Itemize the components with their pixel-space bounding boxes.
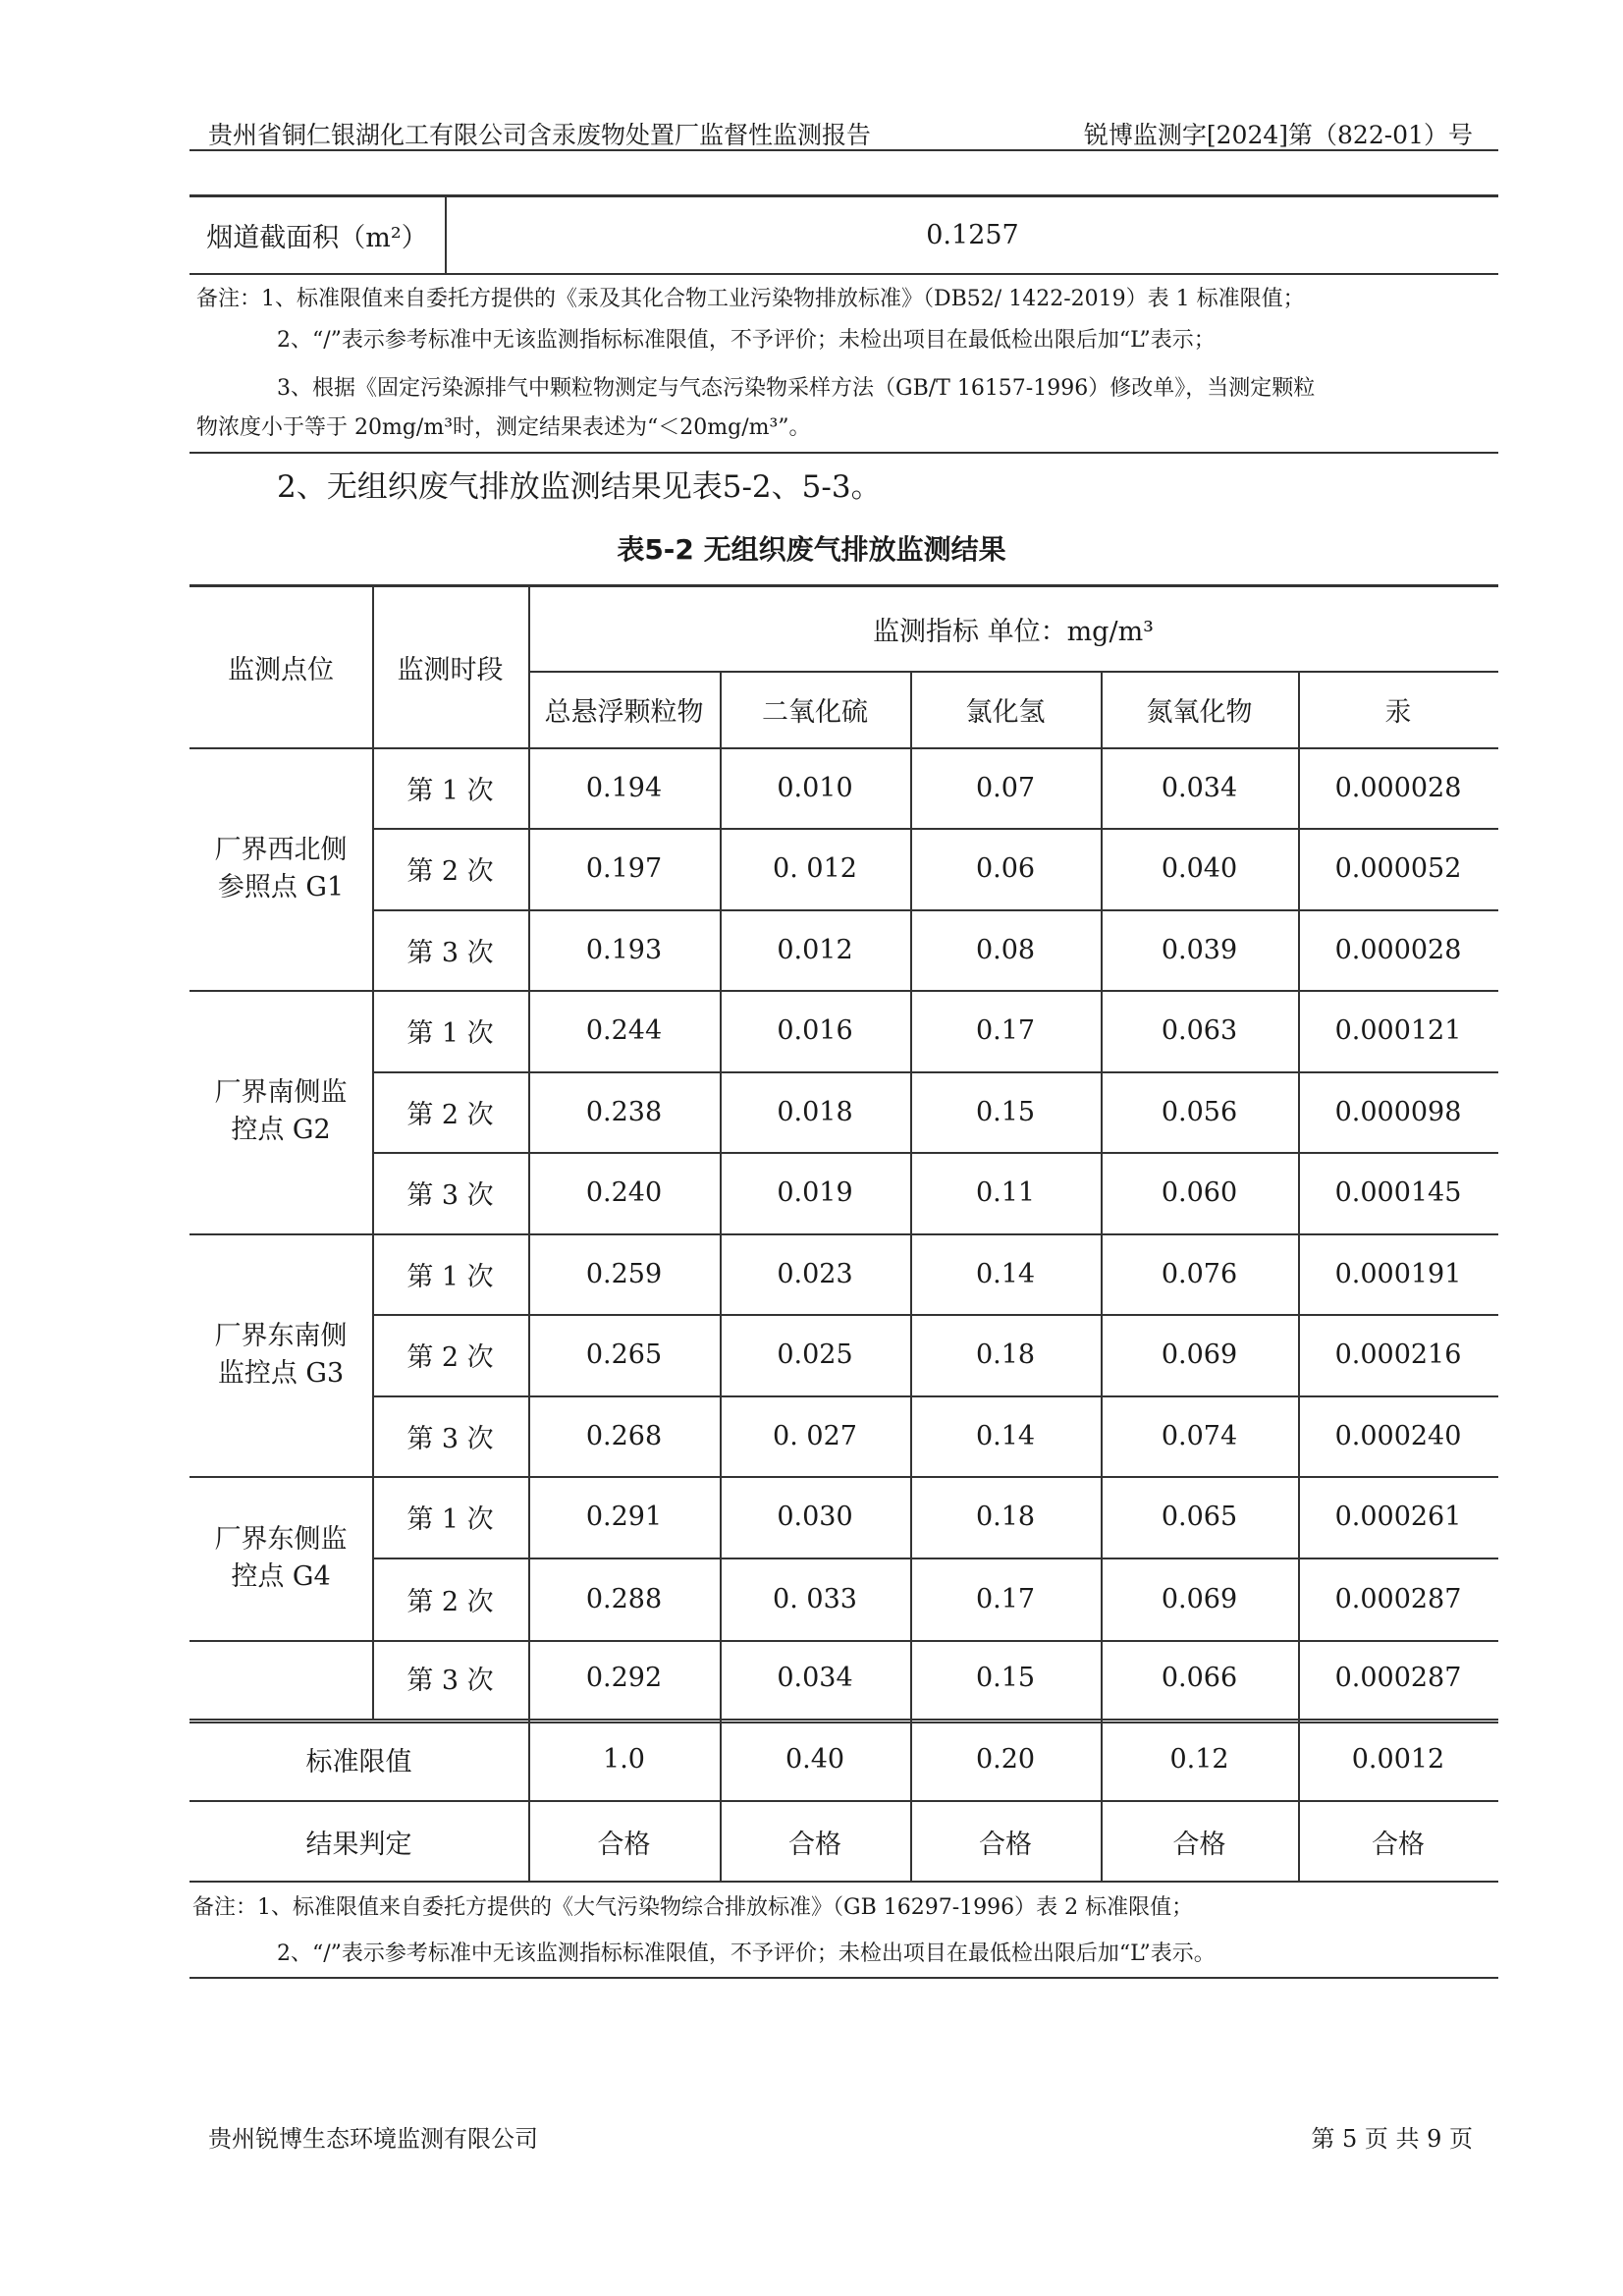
period-cell: 第 1 次 xyxy=(406,1018,494,1049)
value-cell: 0.025 xyxy=(777,1339,853,1370)
limit-label: 标准限值 xyxy=(305,1747,412,1777)
value-cell: 0.000028 xyxy=(1334,934,1462,965)
point-g1 xyxy=(189,747,372,990)
header-point: 监测点位 xyxy=(228,655,334,685)
value-cell: 0.018 xyxy=(777,1096,853,1127)
point-g3-line2: 监控点 G3 xyxy=(217,1357,345,1389)
note-top-2: 2、“/”表示参考标准中无该监测指标标准限值，不予评价；未检出项目在最低检出限后加“L”表示； xyxy=(277,328,1216,353)
point-g4-line2: 控点 G4 xyxy=(231,1560,331,1592)
point-g3 xyxy=(189,1233,372,1476)
unorganized-emission-table xyxy=(189,584,1498,1723)
header-rule xyxy=(189,149,1498,151)
point-g1-line1: 厂界西北侧 xyxy=(214,834,348,865)
value-cell: 0.000121 xyxy=(1334,1015,1462,1046)
value-cell: 0.288 xyxy=(585,1583,663,1614)
value-cell: 0.000028 xyxy=(1334,772,1462,803)
value-cell: 0.000287 xyxy=(1334,1583,1462,1614)
value-cell: 0.063 xyxy=(1161,1015,1238,1046)
table-caption: 表5-2 无组织废气排放监测结果 xyxy=(617,533,1006,566)
value-cell: 0.000191 xyxy=(1334,1258,1462,1289)
note-bottom-1: 备注：1、标准限值来自委托方提供的《大气污染物综合排放标准》（GB 16297-1996）表 2 标准限值； xyxy=(192,1895,1194,1920)
value-cell: 0.18 xyxy=(975,1502,1036,1532)
indicator-nox: 氮氧化物 xyxy=(1146,696,1253,728)
footer-company: 贵州锐博生态环境监测有限公司 xyxy=(208,2125,538,2153)
flue-area-table xyxy=(189,194,1498,275)
limit-cell: 0.0012 xyxy=(1351,1744,1445,1775)
value-cell: 0.034 xyxy=(777,1663,853,1693)
value-cell: 0.016 xyxy=(777,1015,853,1046)
point-g2-line2: 控点 G2 xyxy=(231,1115,331,1145)
period-cell: 第 1 次 xyxy=(406,1504,494,1535)
header-indicators-unit xyxy=(528,587,1498,671)
value-cell: 0.065 xyxy=(1161,1502,1238,1532)
value-cell: 0.268 xyxy=(585,1420,663,1451)
report-header-title: 贵州省铜仁银湖化工有限公司含汞废物处置厂监督性监测报告 xyxy=(208,121,872,149)
indicator-hg: 汞 xyxy=(1384,696,1412,728)
value-cell: 0.010 xyxy=(777,772,853,803)
note-top-3: 3、根据《固定污染源排气中颗粒物测定与气态污染物采样方法（GB/T 16157-1996）修改单》，当测定颗粒 xyxy=(277,376,1316,401)
value-cell: 0.08 xyxy=(975,934,1036,965)
result-cell: 合格 xyxy=(1372,1829,1425,1860)
value-cell: 0.023 xyxy=(777,1258,853,1289)
page-number: 第 5 页 共 9 页 xyxy=(1311,2125,1473,2153)
period-cell: 第 2 次 xyxy=(406,1099,494,1130)
value-cell: 0.040 xyxy=(1161,853,1238,884)
result-cell: 合格 xyxy=(788,1829,841,1860)
value-cell: 0.244 xyxy=(585,1015,663,1046)
limit-cell: 0.12 xyxy=(1169,1744,1229,1775)
value-cell: 0.240 xyxy=(585,1177,663,1208)
value-cell: 0.238 xyxy=(585,1096,663,1127)
value-cell: 0.066 xyxy=(1161,1663,1238,1693)
value-cell: 0.11 xyxy=(975,1177,1036,1208)
period-cell: 第 1 次 xyxy=(406,1261,494,1292)
note-top-1: 备注：1、标准限值来自委托方提供的《汞及其化合物工业污染物排放标准》（DB52/ 1422-2019）表 1 标准限值； xyxy=(196,287,1305,311)
period-cell: 第 1 次 xyxy=(406,775,494,806)
value-cell: 0.07 xyxy=(975,772,1036,803)
point-g4-line1: 厂界东侧监 xyxy=(214,1523,348,1555)
value-cell: 0.076 xyxy=(1161,1258,1238,1289)
value-cell: 0. 012 xyxy=(773,853,857,884)
indicator-so2: 二氧化硫 xyxy=(762,696,868,728)
result-cell: 合格 xyxy=(979,1829,1032,1860)
value-cell: 0.06 xyxy=(975,853,1036,884)
value-cell: 0.259 xyxy=(585,1258,663,1289)
value-cell: 0.292 xyxy=(585,1663,663,1693)
value-cell: 0.000216 xyxy=(1334,1339,1462,1370)
value-cell: 0.000261 xyxy=(1334,1502,1462,1532)
header-period: 监测时段 xyxy=(397,655,504,685)
limit-cell: 1.0 xyxy=(603,1744,645,1775)
note-top-4: 物浓度小于等于 20mg/m³时，测定结果表述为“＜20mg/m³”。 xyxy=(196,415,811,440)
indicator-hcl: 氯化氢 xyxy=(965,696,1046,728)
value-cell: 0.000052 xyxy=(1334,853,1462,884)
value-cell: 0.019 xyxy=(777,1177,853,1208)
point-g1-line2: 参照点 G1 xyxy=(217,871,345,902)
value-cell: 0.039 xyxy=(1161,934,1238,965)
value-cell: 0. 027 xyxy=(773,1420,857,1451)
value-cell: 0.193 xyxy=(585,934,663,965)
value-cell: 0.030 xyxy=(777,1502,853,1532)
limit-cell: 0.40 xyxy=(784,1744,845,1775)
point-g4 xyxy=(189,1476,372,1640)
value-cell: 0.060 xyxy=(1161,1177,1238,1208)
value-cell: 0.069 xyxy=(1161,1583,1238,1614)
value-cell: 0.14 xyxy=(975,1258,1036,1289)
value-cell: 0.074 xyxy=(1161,1420,1238,1451)
result-cell: 合格 xyxy=(1172,1829,1226,1860)
value-cell: 0.15 xyxy=(975,1663,1036,1693)
value-cell: 0.17 xyxy=(975,1583,1036,1614)
indicator-tsp: 总悬浮颗粒物 xyxy=(544,696,704,728)
point-g3-line1: 厂界东南侧 xyxy=(214,1320,348,1351)
value-cell: 0. 033 xyxy=(773,1583,857,1614)
value-cell: 0.000240 xyxy=(1334,1420,1462,1451)
period-cell: 第 3 次 xyxy=(406,1423,494,1454)
period-cell: 第 2 次 xyxy=(406,856,494,887)
flue-area-label: 烟道截面积（m²） xyxy=(189,197,447,273)
unorganized-emission-table-lower xyxy=(189,1637,1498,1883)
value-cell: 0.265 xyxy=(585,1339,663,1370)
value-cell: 0.000145 xyxy=(1334,1177,1462,1208)
result-label: 结果判定 xyxy=(305,1829,412,1860)
value-cell: 0.17 xyxy=(975,1015,1036,1046)
value-cell: 0.14 xyxy=(975,1420,1036,1451)
period-cell: 第 2 次 xyxy=(406,1342,494,1373)
value-cell: 0.069 xyxy=(1161,1339,1238,1370)
period-cell: 第 2 次 xyxy=(406,1586,494,1617)
header-indicators-unit-text: 监测指标 单位：mg/m³ xyxy=(873,617,1154,647)
note-bottom-2: 2、“/”表示参考标准中无该监测指标标准限值，不予评价；未检出项目在最低检出限后加“L”表示。 xyxy=(277,1941,1216,1966)
notes-rule xyxy=(189,452,1498,454)
value-cell: 0.15 xyxy=(975,1096,1036,1127)
notes-bottom-rule xyxy=(189,1977,1498,1979)
period-cell: 第 3 次 xyxy=(406,937,494,968)
value-cell: 0.056 xyxy=(1161,1096,1238,1127)
period-cell: 第 3 次 xyxy=(406,1180,494,1211)
limit-cell: 0.20 xyxy=(975,1744,1036,1775)
section-heading: 2、无组织废气排放监测结果见表5-2、5-3。 xyxy=(277,469,882,505)
value-cell: 0.197 xyxy=(585,853,663,884)
value-cell: 0.18 xyxy=(975,1339,1036,1370)
point-g2 xyxy=(189,990,372,1233)
report-number: 锐博监测字[2024]第（822-01）号 xyxy=(1083,121,1473,149)
value-cell: 0.012 xyxy=(777,934,853,965)
value-cell: 0.000098 xyxy=(1334,1096,1462,1127)
value-cell: 0.000287 xyxy=(1334,1663,1462,1693)
flue-area-value: 0.1257 xyxy=(926,220,1019,250)
point-g2-line1: 厂界南侧监 xyxy=(214,1077,348,1108)
period-cell: 第 3 次 xyxy=(406,1666,494,1696)
value-cell: 0.034 xyxy=(1161,772,1238,803)
value-cell: 0.291 xyxy=(585,1502,663,1532)
value-cell: 0.194 xyxy=(585,772,663,803)
result-cell: 合格 xyxy=(597,1829,651,1860)
